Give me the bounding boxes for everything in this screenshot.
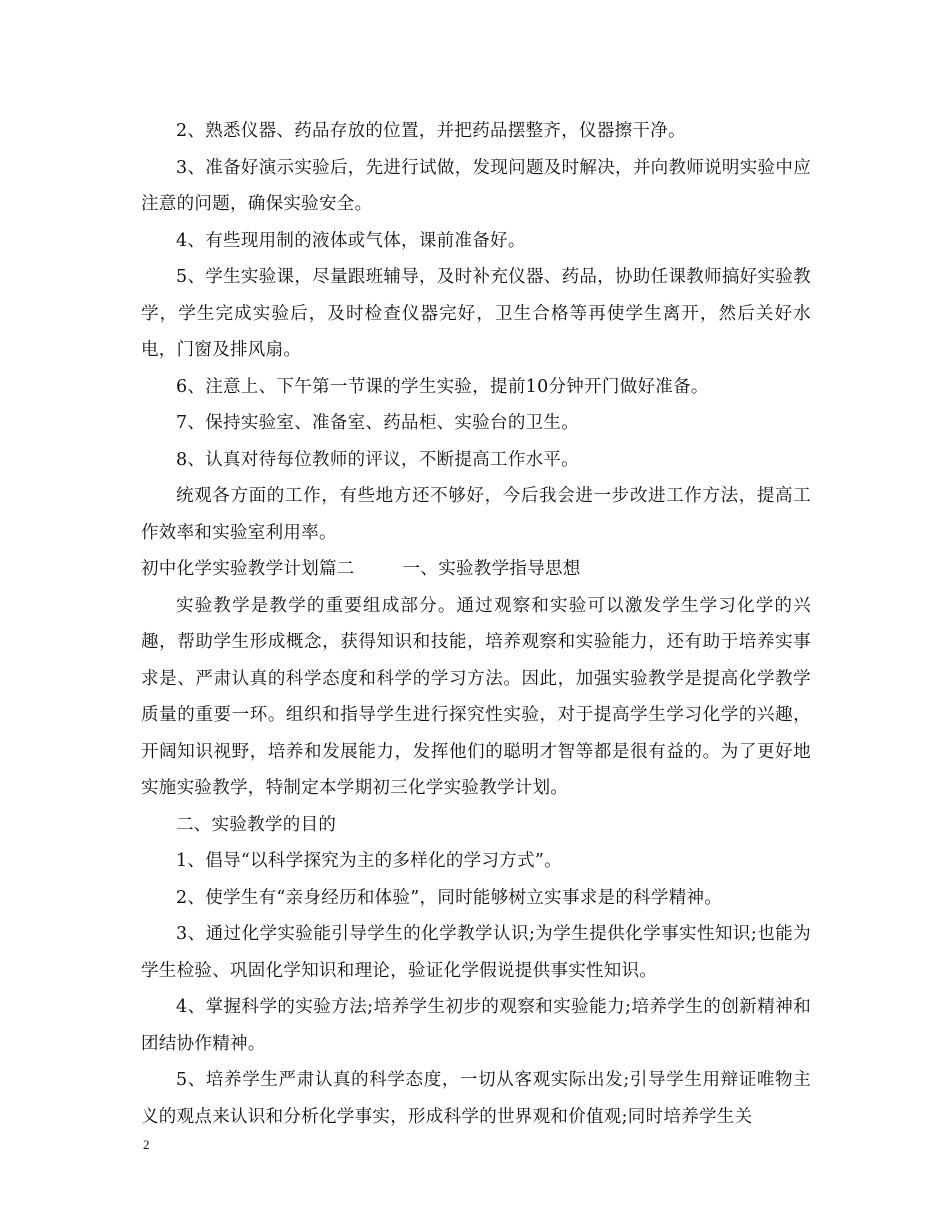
paragraph: 4、有些现用制的液体或气体，课前准备好。 (176, 230, 526, 251)
list-item: 4、掌握科学的实验方法;培养学生初步的观察和实验能力;培养学生的创新精神和团结协作精神。 (141, 997, 811, 1054)
section-heading (141, 551, 811, 588)
paragraph: 7、保持实验室、准备室、药品柜、实验台的卫生。 (176, 413, 580, 433)
paragraph: 实验教学是教学的重要组成部分。通过观察和实验可以激发学生学习化学的兴趣，帮助学生形成概念，获得知识和技能，培养观察和实验能力，还有助于培养实事求是、严肃认真的科学态度和科学的学习方法。因此，加强实验教学是提高化学教学质量的重要一环。组织和指导学生进行探究性实验，对于提高学生学习化学的兴趣，开阔知识视野，培养和发展能力，发挥他们的聪明才智等都是很有益的。为了更好地实施实验教学，特制定本学期初三化学实验教学计划。 (141, 595, 811, 798)
list-item: 2、使学生有“亲身经历和体验”，同时能够树立实事求是的科学精神。 (176, 887, 723, 908)
paragraph: 3、准备好演示实验后，先进行试做，发现问题及时解决，并向教师说明实验中应注意的问题，确保实验安全。 (141, 157, 811, 214)
list-item: 5、培养学生严肃认真的科学态度，一切从客观实际出发;引导学生用辩证唯物主义的观点来认识和分析化学事实，形成科学的世界观和价值观;同时培养学生关 (141, 1070, 811, 1127)
subheading: 二、实验教学的目的 (176, 814, 337, 835)
document-body (141, 113, 811, 1135)
page-number: 2 (143, 1137, 150, 1152)
list-item: 3、通过化学实验能引导学生的化学教学认识;为学生提供化学事实性知识;也能为学生检验、巩固化学知识和理论，验证化学假说提供事实性知识。 (141, 924, 811, 981)
section-title: 初中化学实验教学计划篇二 (141, 559, 355, 579)
paragraph: 8、认真对待每位教师的评议，不断提高工作水平。 (176, 449, 580, 470)
paragraph: 5、学生实验课，尽量跟班辅导，及时补充仪器、药品，协助任课教师搞好实验教学，学生完成实验后，及时检查仪器完好，卫生合格等再使学生离开，然后关好水电，门窗及排风扇。 (141, 267, 811, 360)
paragraph: 2、熟悉仪器、药品存放的位置，并把药品摆整齐，仪器擦干净。 (176, 121, 686, 141)
paragraph: 统观各方面的工作，有些地方还不够好，今后我会进一步改进工作方法，提高工作效率和实验室利用率。 (141, 486, 811, 543)
section-subtitle: 一、实验教学指导思想 (402, 559, 581, 579)
paragraph: 6、注意上、下午第一节课的学生实验，提前10分钟开门做好准备。 (176, 376, 709, 397)
list-item: 1、倡导“以科学探究为主的多样化的学习方式”。 (176, 851, 562, 871)
